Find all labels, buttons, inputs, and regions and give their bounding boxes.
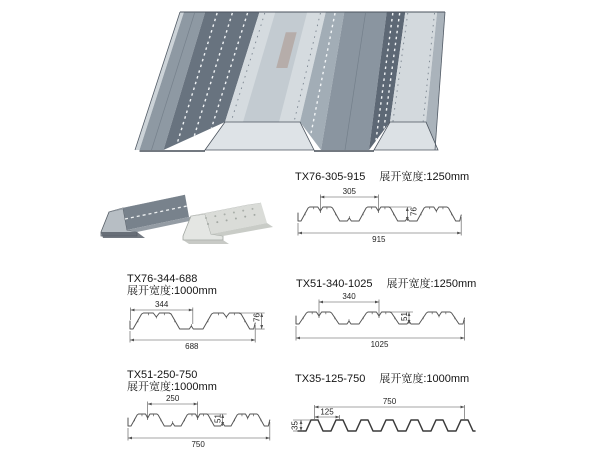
unfolded-width-label: 展开宽度:1250mm [386, 278, 477, 290]
perforation-dot [205, 217, 207, 219]
perforation-dot [207, 223, 209, 225]
dim-label-height: 51 [400, 311, 409, 321]
profile-drawing [122, 395, 314, 449]
dim-arrow [336, 415, 340, 418]
profile-model-label: TX35-125-750 [295, 373, 366, 385]
profile-model-label: TX51-250-750 [127, 369, 198, 381]
dim-arrow [315, 405, 319, 408]
perforation-dot [242, 210, 244, 212]
dim-arrow [148, 403, 152, 406]
dim-label-height: 35 [290, 420, 300, 430]
profile-diagram-tx51-250-750 [122, 370, 314, 449]
perforation-dot [252, 208, 254, 210]
profile-outline [298, 207, 461, 221]
dim-arrow [375, 300, 379, 303]
profile-model-label: TX51-340-1025 [296, 278, 373, 290]
perforation-dot [244, 216, 246, 218]
dim-label-pitch: 250 [165, 395, 180, 404]
dim-arrow [300, 420, 303, 424]
unfolded-width-label: 展开宽度:1000mm [127, 284, 217, 297]
unfolded-width-label: 展开宽度:1000mm [379, 373, 470, 385]
dim-arrow [131, 309, 135, 312]
profile-outline [298, 420, 475, 431]
profile-outline [128, 414, 270, 426]
dim-label-pitch: 340 [342, 292, 356, 301]
profile-drawing [288, 293, 488, 353]
dim-arrow [457, 231, 461, 234]
dim-arrow [189, 309, 193, 312]
dim-label-total: 915 [372, 234, 386, 244]
dim-arrow [194, 403, 198, 406]
profile-diagram-tx51-340-1025 [288, 279, 488, 353]
deck-shadow [101, 232, 145, 238]
perforation-dot [233, 212, 235, 214]
dim-arrow [315, 415, 319, 418]
perforation-dot [226, 219, 228, 221]
dim-arrow [260, 325, 263, 329]
dim-arrow [320, 195, 324, 198]
dim-label-pitch: 344 [154, 300, 169, 310]
profile-diagram-tx35-125-750 [290, 374, 490, 440]
profile-diagram-tx76-305-915 [288, 172, 484, 249]
diagram-label-row [288, 279, 488, 291]
dim-label-height: 51 [213, 414, 223, 423]
dim-arrow [319, 300, 323, 303]
deck-shadow [183, 240, 229, 244]
dim-label-pitch: 305 [342, 186, 357, 196]
perforation-dot [235, 218, 237, 220]
perforation-dot [216, 221, 218, 223]
deck-profile-samples-photo [97, 186, 275, 248]
diagram-label-row [288, 172, 484, 184]
profile-drawing [290, 388, 490, 440]
profile-model-label: TX76-305-915 [295, 171, 366, 183]
unfolded-width-label: 展开宽度:1000mm [127, 380, 217, 393]
dim-arrow [461, 336, 465, 339]
unfolded-width-label: 展开宽度:1250mm [379, 171, 470, 183]
dim-label-pitch: 125 [320, 407, 334, 416]
deck-front-face [205, 122, 314, 150]
dim-arrow [266, 437, 270, 440]
dim-arrow [406, 207, 409, 211]
diagram-label-row [122, 370, 314, 393]
profile-drawing [288, 187, 484, 249]
perforation-dot [224, 213, 226, 215]
dim-label-total: 750 [382, 396, 397, 406]
dim-arrow [298, 231, 302, 234]
dim-label-total: 688 [185, 342, 199, 351]
dim-label-height: 76 [252, 313, 262, 322]
dim-arrow [130, 339, 134, 342]
dim-arrow [461, 405, 465, 408]
dim-arrow [128, 437, 132, 440]
dim-label-total: 1025 [370, 339, 389, 349]
dim-label-height: 76 [409, 206, 419, 216]
dim-arrow [374, 195, 378, 198]
dim-arrow [251, 339, 255, 342]
steel-floor-deck-photo [133, 4, 483, 162]
perforation-dot [214, 215, 216, 217]
dim-label-total: 750 [191, 440, 205, 449]
profile-model-label: TX76-344-688 [127, 273, 198, 285]
profile-outline [296, 312, 465, 324]
diagram-label-row [290, 374, 490, 386]
dim-arrow [296, 336, 300, 339]
perforation-dot [254, 214, 256, 216]
